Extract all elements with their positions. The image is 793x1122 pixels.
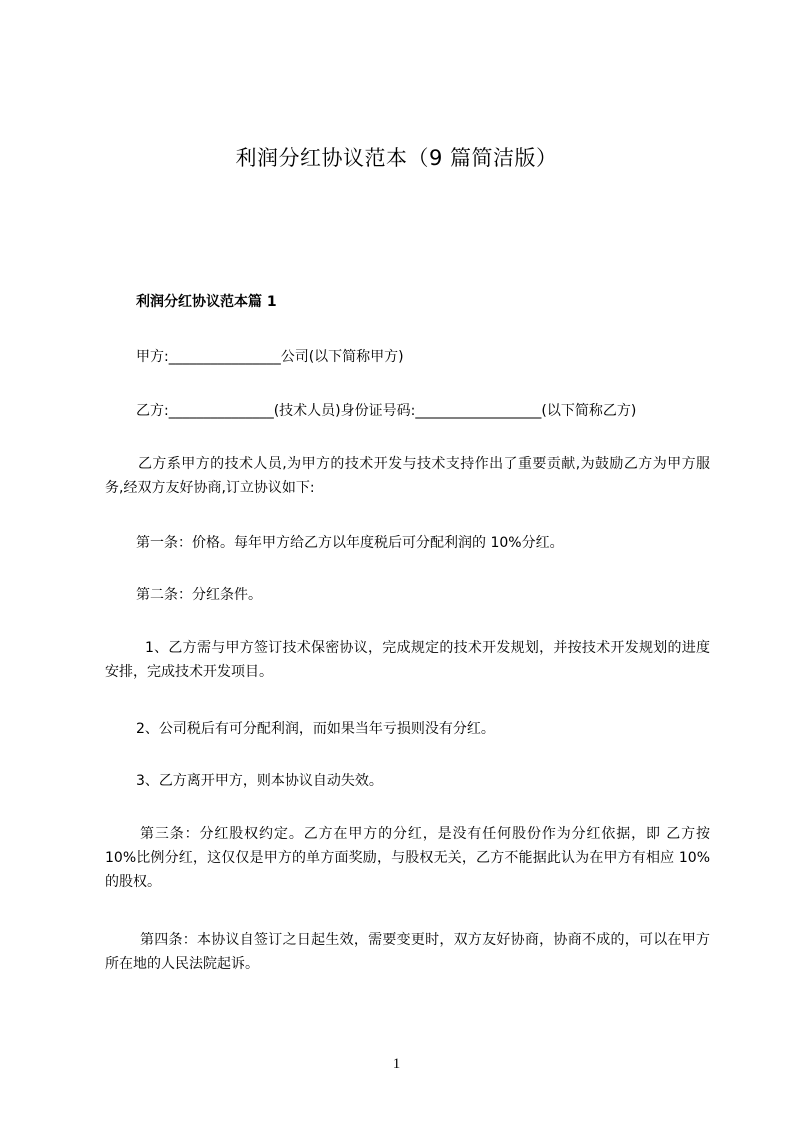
document-title: 利润分红协议范本（9 篇简洁版） [235,146,558,170]
section-heading: 利润分红协议范本篇 1 [136,294,277,310]
party-a-line: 甲方:________________公司(以下简称甲方) [136,349,404,365]
condition-2: 2、公司税后有可分配利润，而如果当年亏损则没有分红。 [136,721,495,737]
article-1: 第一条：价格。每年甲方给乙方以年度税后可分配利润的 10%分红。 [136,535,564,551]
condition-3: 3、乙方离开甲方，则本协议自动失效。 [136,773,383,789]
article-2: 第二条：分红条件。 [136,587,262,603]
intro-paragraph: 乙方系甲方的技术人员,为甲方的技术开发与技术支持作出了重要贡献,为鼓励乙方为甲方服务,经双方友好协商,订立协议如下: [105,456,710,496]
party-b-line: 乙方:_______________(技术人员)身份证号码:__________________(以下简称乙方) [136,403,637,419]
article-4: 第四条：本协议自签订之日起生效，需要变更时，双方友好协商，协商不成的，可以在甲方所在地的人民法院起诉。 [105,932,710,972]
page-number: 1 [392,1056,401,1072]
article-3: 第三条：分红股权约定。乙方在甲方的分红，是没有任何股份作为分红依据，即 乙方按 10%比例分红，这仅仅是甲方的单方面奖励，与股权无关，乙方不能据此认为在甲方有相应 10%的股权。 [105,826,710,890]
condition-1: 1、乙方需与甲方签订技术保密协议，完成规定的技术开发规划，并按技术开发规划的进度安排，完成技术开发项目。 [105,640,710,680]
